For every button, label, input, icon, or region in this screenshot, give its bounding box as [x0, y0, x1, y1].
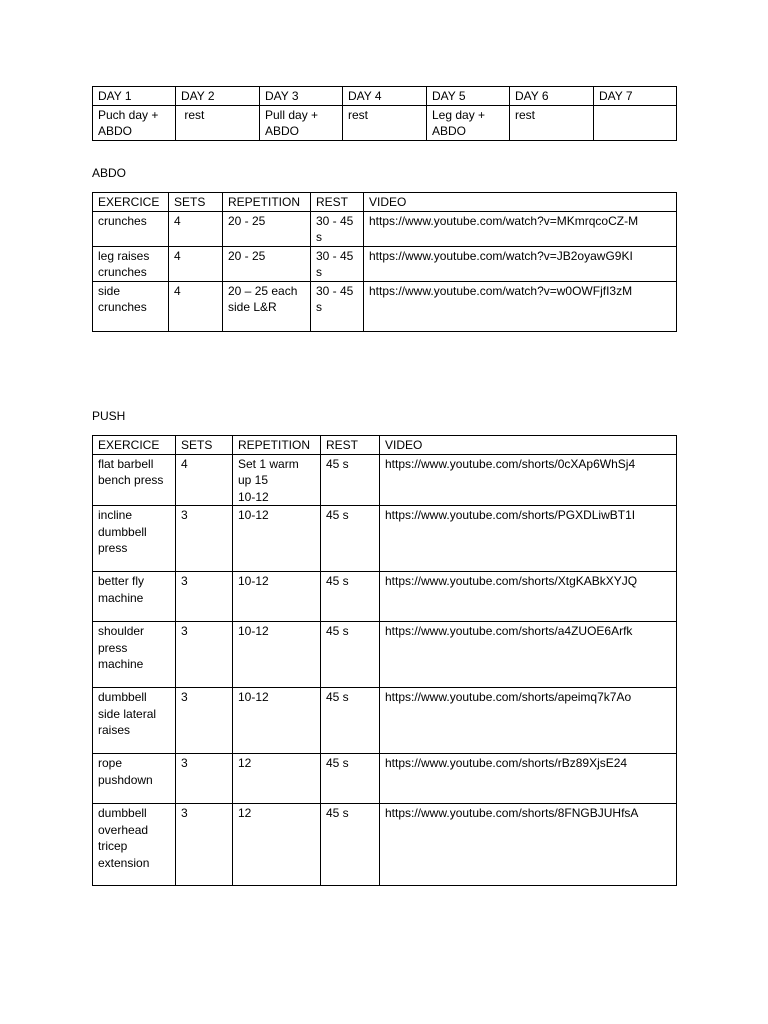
- video-link[interactable]: https://www.youtube.com/shorts/8FNGBJUHfsA: [380, 804, 677, 886]
- day-plan: [594, 105, 677, 140]
- schedule-header-row: [93, 87, 677, 106]
- sets-value: 3: [176, 622, 233, 688]
- repetition-value: 10-12: [233, 506, 321, 572]
- day-plan: Puch day + ABDO: [93, 105, 176, 140]
- table-row: [93, 572, 677, 622]
- video-link[interactable]: https://www.youtube.com/watch?v=JB2oyawG9KI: [364, 246, 677, 281]
- sets-value: 3: [176, 572, 233, 622]
- day-header: DAY 5: [427, 87, 510, 106]
- table-row: [93, 246, 677, 281]
- repetition-value: 20 – 25 each side L&R: [223, 281, 311, 331]
- table-row: [93, 506, 677, 572]
- table-row: [93, 454, 677, 506]
- exercise-name: shoulder press machine: [93, 622, 176, 688]
- repetition-value: 12: [233, 804, 321, 886]
- abdo-exercise-table: [92, 192, 677, 332]
- table-row: [93, 688, 677, 754]
- sets-value: 3: [176, 506, 233, 572]
- rest-value: 45 s: [321, 572, 380, 622]
- video-link[interactable]: https://www.youtube.com/shorts/0cXAp6WhSj4: [380, 454, 677, 506]
- sets-value: 4: [169, 211, 223, 246]
- day-plan: rest: [176, 105, 260, 140]
- repetition-value: 12: [233, 754, 321, 804]
- column-header: SETS: [169, 193, 223, 212]
- day-plan: rest: [343, 105, 427, 140]
- abdo-header-row: [93, 193, 677, 212]
- table-row: [93, 804, 677, 886]
- weekly-schedule-table: [92, 86, 677, 141]
- column-header: REST: [321, 436, 380, 455]
- rest-value: 30 - 45 s: [311, 281, 364, 331]
- column-header: SETS: [176, 436, 233, 455]
- day-plan: rest: [510, 105, 594, 140]
- column-header: EXERCICE: [93, 193, 169, 212]
- video-link[interactable]: https://www.youtube.com/shorts/rBz89XjsE24: [380, 754, 677, 804]
- day-header: DAY 7: [594, 87, 677, 106]
- push-section-title: PUSH: [92, 409, 126, 423]
- video-link[interactable]: https://www.youtube.com/watch?v=w0OWFjfI3zM: [364, 281, 677, 331]
- sets-value: 3: [176, 804, 233, 886]
- rest-value: 45 s: [321, 688, 380, 754]
- video-link[interactable]: https://www.youtube.com/shorts/PGXDLiwBT1I: [380, 506, 677, 572]
- repetition-value: Set 1 warm up 15 10-12: [233, 454, 321, 506]
- day-header: DAY 4: [343, 87, 427, 106]
- sets-value: 3: [176, 754, 233, 804]
- repetition-value: 20 - 25: [223, 211, 311, 246]
- exercise-name: leg raises crunches: [93, 246, 169, 281]
- column-header: REST: [311, 193, 364, 212]
- push-header-row: [93, 436, 677, 455]
- rest-value: 45 s: [321, 454, 380, 506]
- rest-value: 45 s: [321, 622, 380, 688]
- rest-value: 45 s: [321, 804, 380, 886]
- day-header: DAY 6: [510, 87, 594, 106]
- day-header: DAY 1: [93, 87, 176, 106]
- table-row: [93, 754, 677, 804]
- video-link[interactable]: https://www.youtube.com/shorts/a4ZUOE6Arfk: [380, 622, 677, 688]
- exercise-name: side crunches: [93, 281, 169, 331]
- exercise-name: dumbbell overhead tricep extension: [93, 804, 176, 886]
- video-link[interactable]: https://www.youtube.com/shorts/XtgKABkXYJQ: [380, 572, 677, 622]
- abdo-section-title: ABDO: [92, 166, 127, 180]
- column-header: REPETITION: [223, 193, 311, 212]
- exercise-name: flat barbell bench press: [93, 454, 176, 506]
- day-header: DAY 2: [176, 87, 260, 106]
- sets-value: 3: [176, 688, 233, 754]
- repetition-value: 10-12: [233, 572, 321, 622]
- day-plan: Pull day + ABDO: [260, 105, 343, 140]
- video-link[interactable]: https://www.youtube.com/watch?v=MKmrqcoCZ-M: [364, 211, 677, 246]
- repetition-value: 20 - 25: [223, 246, 311, 281]
- column-header: VIDEO: [380, 436, 677, 455]
- column-header: VIDEO: [364, 193, 677, 212]
- sets-value: 4: [176, 454, 233, 506]
- day-header: DAY 3: [260, 87, 343, 106]
- table-row: [93, 211, 677, 246]
- sets-value: 4: [169, 246, 223, 281]
- rest-value: 30 - 45 s: [311, 246, 364, 281]
- schedule-value-row: [93, 105, 677, 140]
- push-exercise-table: [92, 435, 677, 886]
- repetition-value: 10-12: [233, 688, 321, 754]
- day-plan: Leg day + ABDO: [427, 105, 510, 140]
- exercise-name: dumbbell side lateral raises: [93, 688, 176, 754]
- table-row: [93, 622, 677, 688]
- sets-value: 4: [169, 281, 223, 331]
- rest-value: 45 s: [321, 754, 380, 804]
- exercise-name: rope pushdown: [93, 754, 176, 804]
- exercise-name: crunches: [93, 211, 169, 246]
- column-header: EXERCICE: [93, 436, 176, 455]
- video-link[interactable]: https://www.youtube.com/shorts/apeimq7k7Ao: [380, 688, 677, 754]
- repetition-value: 10-12: [233, 622, 321, 688]
- table-row: [93, 281, 677, 331]
- column-header: REPETITION: [233, 436, 321, 455]
- rest-value: 30 - 45 s: [311, 211, 364, 246]
- exercise-name: better fly machine: [93, 572, 176, 622]
- exercise-name: incline dumbbell press: [93, 506, 176, 572]
- rest-value: 45 s: [321, 506, 380, 572]
